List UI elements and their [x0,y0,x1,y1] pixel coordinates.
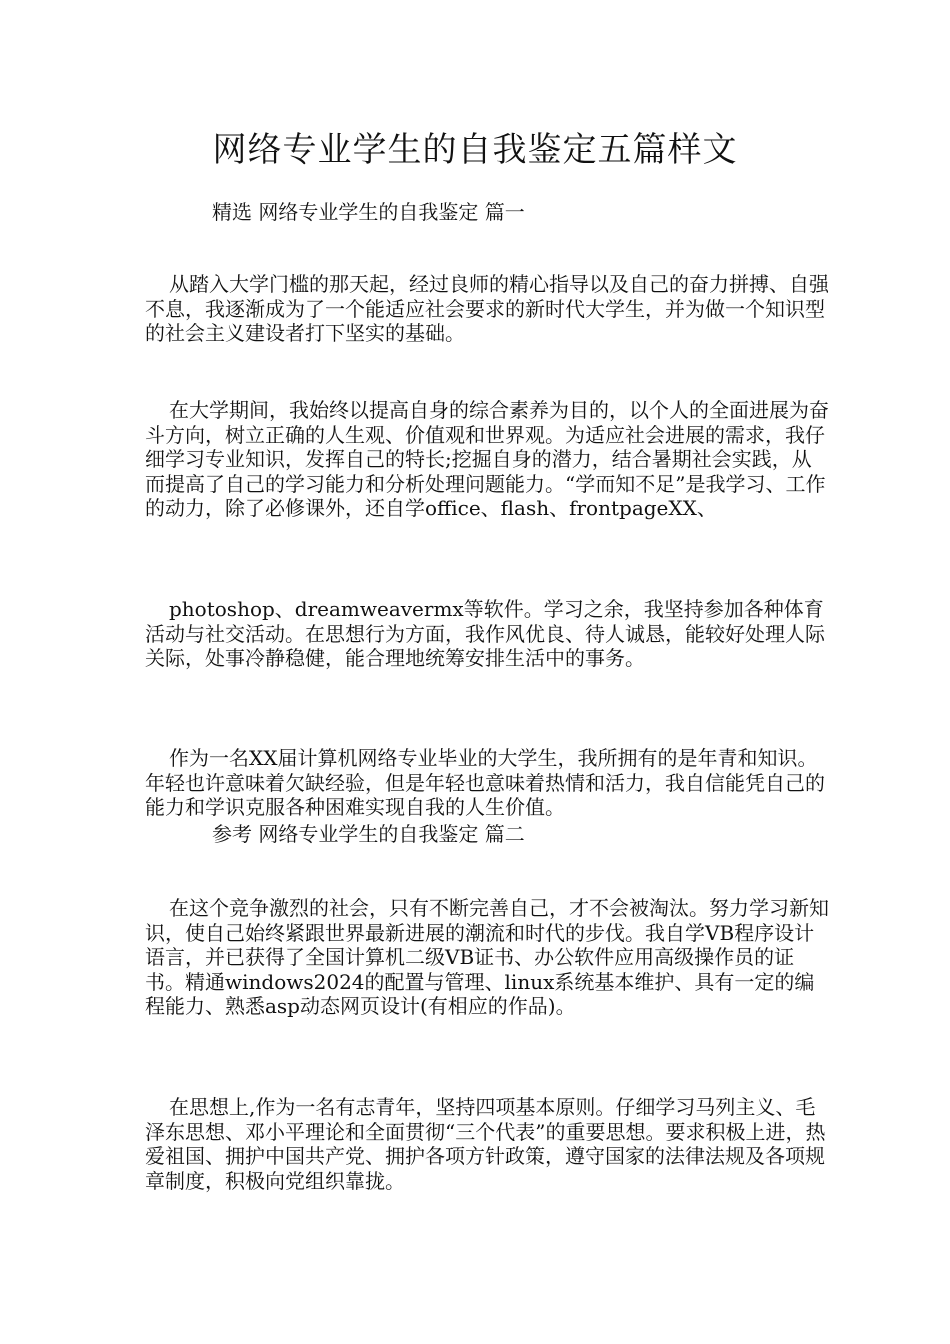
paragraph: photoshop、dreamweavermx等软件。学习之余，我坚持参加各种体育活动与社交活动。在思想行为方面，我作风优良、待人诚恳，能较好处理人际关际，处事冷静稳健，能合理地统筹安排生活中的事务。 [145,597,825,671]
section-heading-2: 参考 网络专业学生的自我鉴定 篇二 [212,822,525,846]
section-heading-1: 精选 网络专业学生的自我鉴定 篇一 [212,200,525,224]
paragraph: 在这个竞争激烈的社会，只有不断完善自己，才不会被淘汰。努力学习新知识，使自己始终紧跟世界最新进展的潮流和时代的步伐。我自学VB程序设计语言，并已获得了全国计算机二级VB证书、办公软件应用高级操作员的证书。精通windows2024的配置与管理、linux系统基本维护、具有一定的编程能力、熟悉asp动态网页设计(有相应的作品)。 [145,896,829,1019]
document-title: 网络专业学生的自我鉴定五篇样文 [212,130,738,170]
paragraph: 作为一名XX届计算机网络专业毕业的大学生，我所拥有的是年青和知识。年轻也许意味着欠缺经验，但是年轻也意味着热情和活力，我自信能凭自己的能力和学识克服各种困难实现自我的人生价值。 [145,746,825,820]
paragraph: 在大学期间，我始终以提高自身的综合素养为目的，以个人的全面进展为奋斗方向，树立正确的人生观、价值观和世界观。为适应社会进展的需求，我仔细学习专业知识，发挥自己的特长;挖掘自身的潜力，结合暑期社会实践，从而提高了自己的学习能力和分析处理问题能力。“学而知不足”是我学习、工作的动力，除了必修课外，还自学office、flash、frontpageXX、 [145,398,829,521]
paragraph: 在思想上,作为一名有志青年，坚持四项基本原则。仔细学习马列主义、毛泽东思想、邓小平理论和全面贯彻“三个代表”的重要思想。要求积极上进，热爱祖国、拥护中国共产党、拥护各项方针政策，遵守国家的法律法规及各项规章制度，积极向党组织靠拢。 [145,1095,826,1193]
paragraph: 从踏入大学门槛的那天起，经过良师的精心指导以及自己的奋力拼搏、自强不息，我逐渐成为了一个能适应社会要求的新时代大学生，并为做一个知识型的社会主义建设者打下坚实的基础。 [145,272,829,346]
